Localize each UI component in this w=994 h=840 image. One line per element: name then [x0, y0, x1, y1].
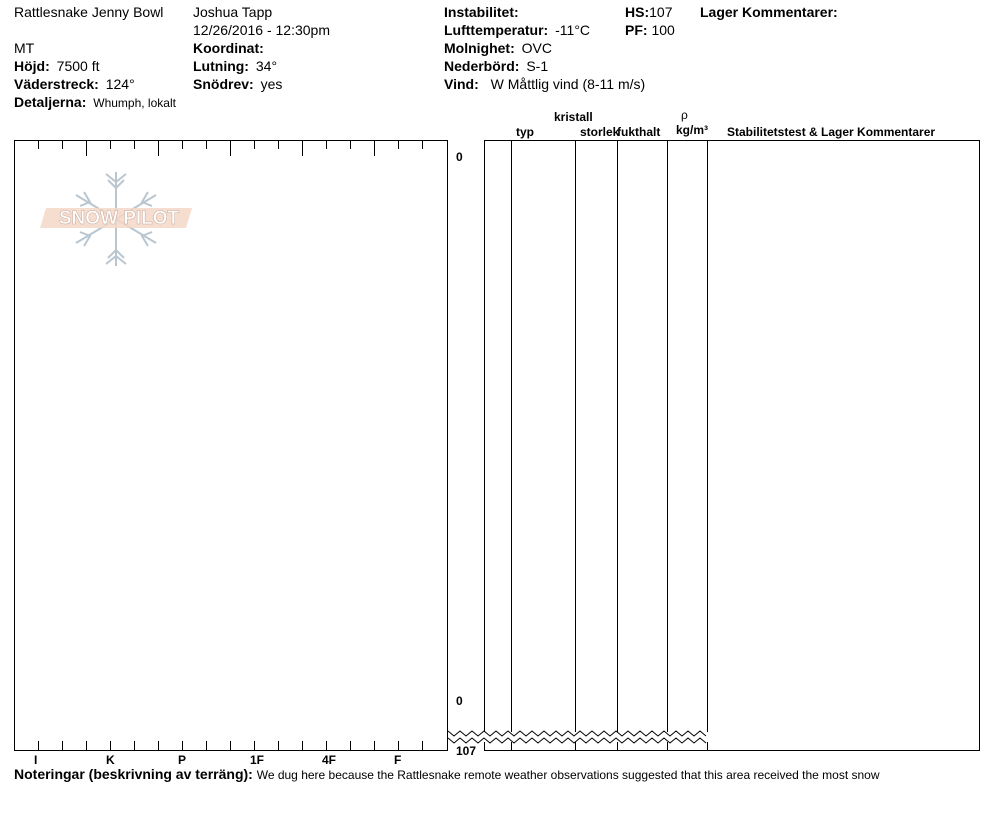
- hardness-tick: [62, 140, 63, 149]
- hardness-tick: [38, 140, 39, 149]
- elevation-label: Höjd:: [14, 58, 50, 74]
- hardness-tick: [422, 741, 423, 751]
- details-value: Whumph, lokalt: [93, 96, 176, 110]
- snowpilot-watermark: [36, 170, 196, 270]
- hardness-tick: [350, 140, 351, 149]
- hardness-tick: [110, 741, 111, 751]
- instability-row: [444, 4, 519, 21]
- snowpilot-wordmark: SNOW PILOT: [58, 208, 180, 229]
- hardness-tick: [206, 140, 207, 149]
- notes-label: Noteringar (beskrivning av terräng):: [14, 766, 253, 782]
- hardness-tick: [230, 140, 231, 156]
- slope-label: Lutning:: [193, 58, 249, 74]
- hardness-tick: [278, 140, 279, 149]
- observation-datetime: 12/26/2016 - 12:30pm: [193, 22, 330, 38]
- hardness-tick: [398, 140, 399, 149]
- hardness-tick: [302, 140, 303, 156]
- wind-loading-value: yes: [260, 76, 283, 92]
- elevation-row: [14, 58, 99, 75]
- wind-loading-row: [193, 76, 282, 93]
- hardness-tick: [158, 140, 159, 156]
- hardness-tick: [326, 741, 327, 751]
- col-moisture: fukthalt: [617, 125, 661, 139]
- hardness-tick: [158, 741, 159, 751]
- col-rho: ρ: [681, 108, 688, 122]
- hardness-tick: [326, 140, 327, 149]
- pf-row: [625, 22, 675, 39]
- coordinate-row: [193, 40, 264, 57]
- depth-total: 107: [456, 744, 477, 758]
- layer-table: [484, 140, 980, 751]
- hardness-tick: [374, 140, 375, 156]
- slope-row: [193, 58, 277, 75]
- aspect-row: [14, 76, 135, 93]
- hardness-tick: [254, 140, 255, 149]
- hardness-label-p: P: [178, 753, 187, 767]
- table-divider: [667, 140, 668, 751]
- pf-value: 100: [651, 22, 675, 38]
- wind-loading-label: Snödrev:: [193, 76, 254, 92]
- details-row: [14, 94, 176, 112]
- wind-value: W Måttlig vind (8-11 m/s): [490, 76, 646, 92]
- hs-value: 107: [649, 4, 673, 20]
- air-temp-value: -11°C: [555, 22, 591, 38]
- hardness-tick: [302, 741, 303, 751]
- hs-label: HS:: [625, 4, 650, 20]
- col-crystal-top: kristall: [554, 110, 593, 124]
- hardness-tick: [230, 741, 231, 751]
- hardness-tick: [350, 741, 351, 751]
- hardness-label-4f: 4F: [322, 753, 337, 767]
- col-stability: Stabilitetstest & Lager Kommentarer: [727, 125, 936, 139]
- table-divider: [617, 140, 618, 751]
- sky-label: Molnighet:: [444, 40, 515, 56]
- elevation-value: 7500 ft: [56, 58, 100, 74]
- hs-row: [625, 4, 672, 21]
- slope-value: 34°: [255, 58, 278, 74]
- state: MT: [14, 40, 35, 56]
- observer-name: Joshua Tapp: [193, 4, 273, 20]
- hardness-label-k: K: [106, 753, 115, 767]
- notes-row: [14, 766, 880, 784]
- table-divider: [707, 140, 708, 751]
- location-name: Rattlesnake Jenny Bowl: [14, 4, 164, 20]
- aspect-label: Väderstreck:: [14, 76, 99, 92]
- wind-row: [444, 76, 645, 93]
- hardness-tick: [38, 741, 39, 751]
- hardness-tick: [62, 741, 63, 751]
- hardness-tick: [182, 140, 183, 149]
- hardness-tick: [86, 140, 87, 156]
- wind-label: Vind:: [444, 76, 479, 92]
- table-divider: [511, 140, 512, 751]
- col-density: kg/m³: [676, 123, 709, 137]
- col-crystal-bottom: storlek: [580, 125, 620, 139]
- col-type: typ: [516, 125, 534, 139]
- hardness-tick: [110, 140, 111, 149]
- coordinate-label: Koordinat:: [193, 40, 264, 56]
- details-label: Detaljerna:: [14, 94, 87, 110]
- hardness-tick: [254, 741, 255, 751]
- hardness-tick: [278, 741, 279, 751]
- depth-bottom-left: 0: [456, 694, 463, 708]
- table-divider: [575, 140, 576, 751]
- precip-row: [444, 58, 548, 75]
- hardness-tick: [182, 741, 183, 751]
- hardness-label-f: F: [394, 753, 402, 767]
- instability-label: Instabilitet:: [444, 4, 519, 20]
- air-temp-row: [444, 22, 590, 39]
- precip-label: Nederbörd:: [444, 58, 520, 74]
- hardness-tick: [134, 140, 135, 149]
- hardness-tick: [206, 741, 207, 751]
- hardness-tick: [374, 741, 375, 751]
- hardness-tick: [86, 741, 87, 751]
- hardness-tick: [134, 741, 135, 751]
- layer-comments-label: Lager Kommentarer:: [700, 4, 838, 20]
- air-temp-label: Lufttemperatur:: [444, 22, 549, 38]
- sky-row: [444, 40, 552, 57]
- hardness-label-i: I: [34, 753, 38, 767]
- depth-break-zigzag: [448, 728, 710, 748]
- depth-top: 0: [456, 150, 463, 164]
- hardness-tick: [422, 140, 423, 149]
- precip-value: S-1: [526, 58, 549, 74]
- hardness-label-1f: 1F: [250, 753, 265, 767]
- pf-label: PF:: [625, 22, 648, 38]
- hardness-tick: [398, 741, 399, 751]
- sky-value: OVC: [521, 40, 552, 56]
- notes-value: We dug here because the Rattlesnake remote weather observations suggested that this area received the most snow: [256, 768, 880, 782]
- aspect-value: 124°: [105, 76, 135, 92]
